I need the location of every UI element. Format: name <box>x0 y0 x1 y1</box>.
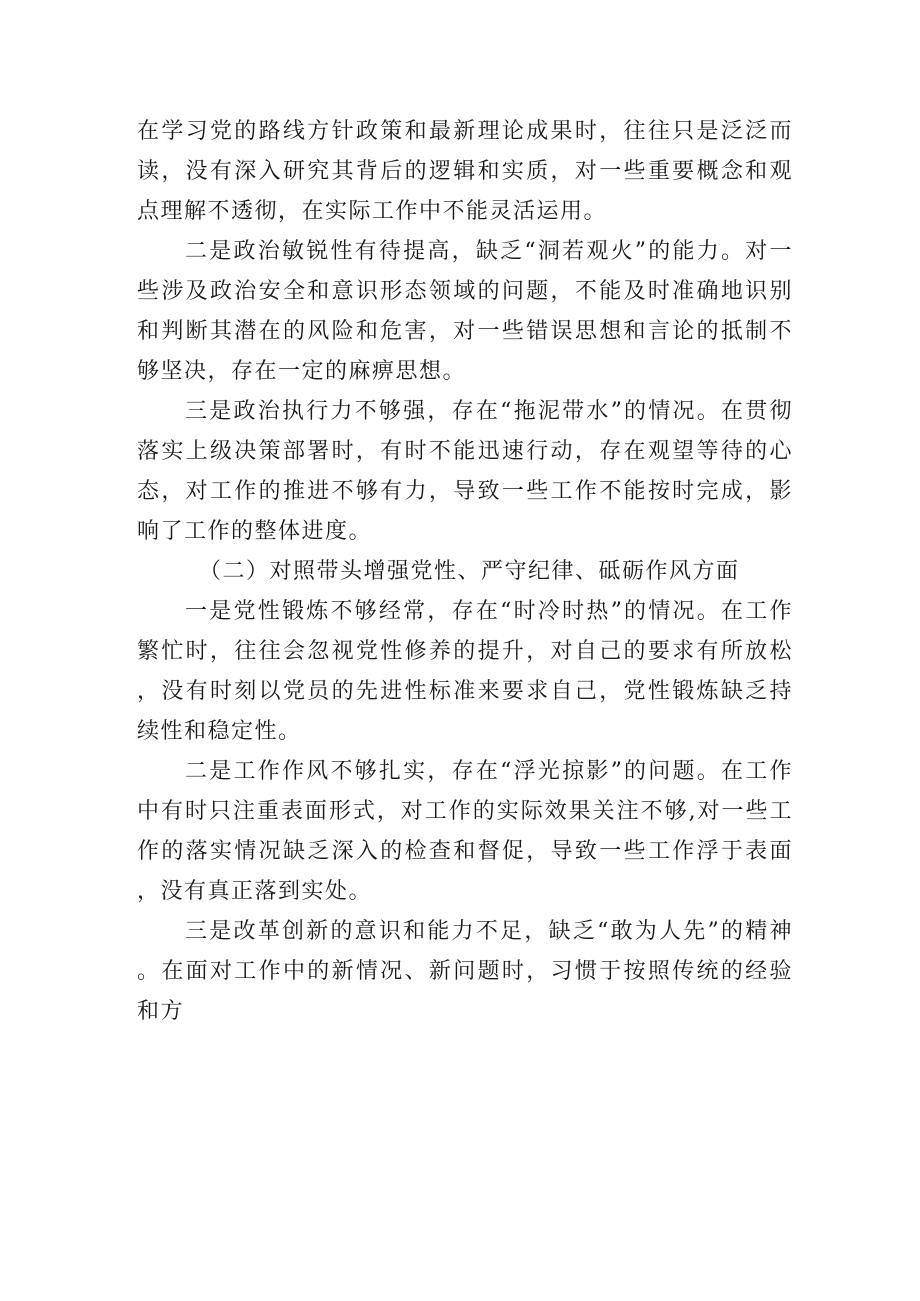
paragraph-reform-innovation: 三是改革创新的意识和能力不足，缺乏“敢为人先”的精神。在面对工作中的新情况、新问题时，习惯于按照传统的经验和方 <box>137 919 793 1024</box>
paragraph-continuation: 在学习党的路线方针政策和最新理论成果时，往往只是泛泛而读，没有深入研究其背后的逻辑和实质，对一些重要概念和观点理解不透彻，在实际工作中不能灵活运用。 <box>137 119 793 224</box>
paragraph-work-style: 二是工作作风不够扎实，存在“浮光掠影”的问题。在工作中有时只注重表面形式，对工作的实际效果关注不够,对一些工作的落实情况缺乏深入的检查和督促，导致一些工作浮于表面，没有真正落到实处。 <box>137 759 793 904</box>
paragraph-political-sensitivity: 二是政治敏锐性有待提高，缺乏“洞若观火”的能力。对一些涉及政治安全和意识形态领域的问题，不能及时准确地识别和判断其潜在的风险和危害，对一些错误思想和言论的抵制不够坚决，存在一定的麻痹思想。 <box>137 239 793 384</box>
paragraph-party-spirit-training: 一是党性锻炼不够经常，存在“时冷时热”的情况。在工作繁忙时，往往会忽视党性修养的提升，对自己的要求有所放松，没有时刻以党员的先进性标准来要求自己，党性锻炼缺乏持续性和稳定性。 <box>137 599 793 744</box>
paragraph-political-execution: 三是政治执行力不够强，存在“拖泥带水”的情况。在贯彻落实上级决策部署时，有时不能迅速行动，存在观望等待的心态，对工作的推进不够有力，导致一些工作不能按时完成，影响了工作的整体进度。 <box>137 399 793 544</box>
section-heading: （二）对照带头增强党性、严守纪律、砥砺作风方面 <box>199 559 740 584</box>
document-body <box>137 112 793 1032</box>
